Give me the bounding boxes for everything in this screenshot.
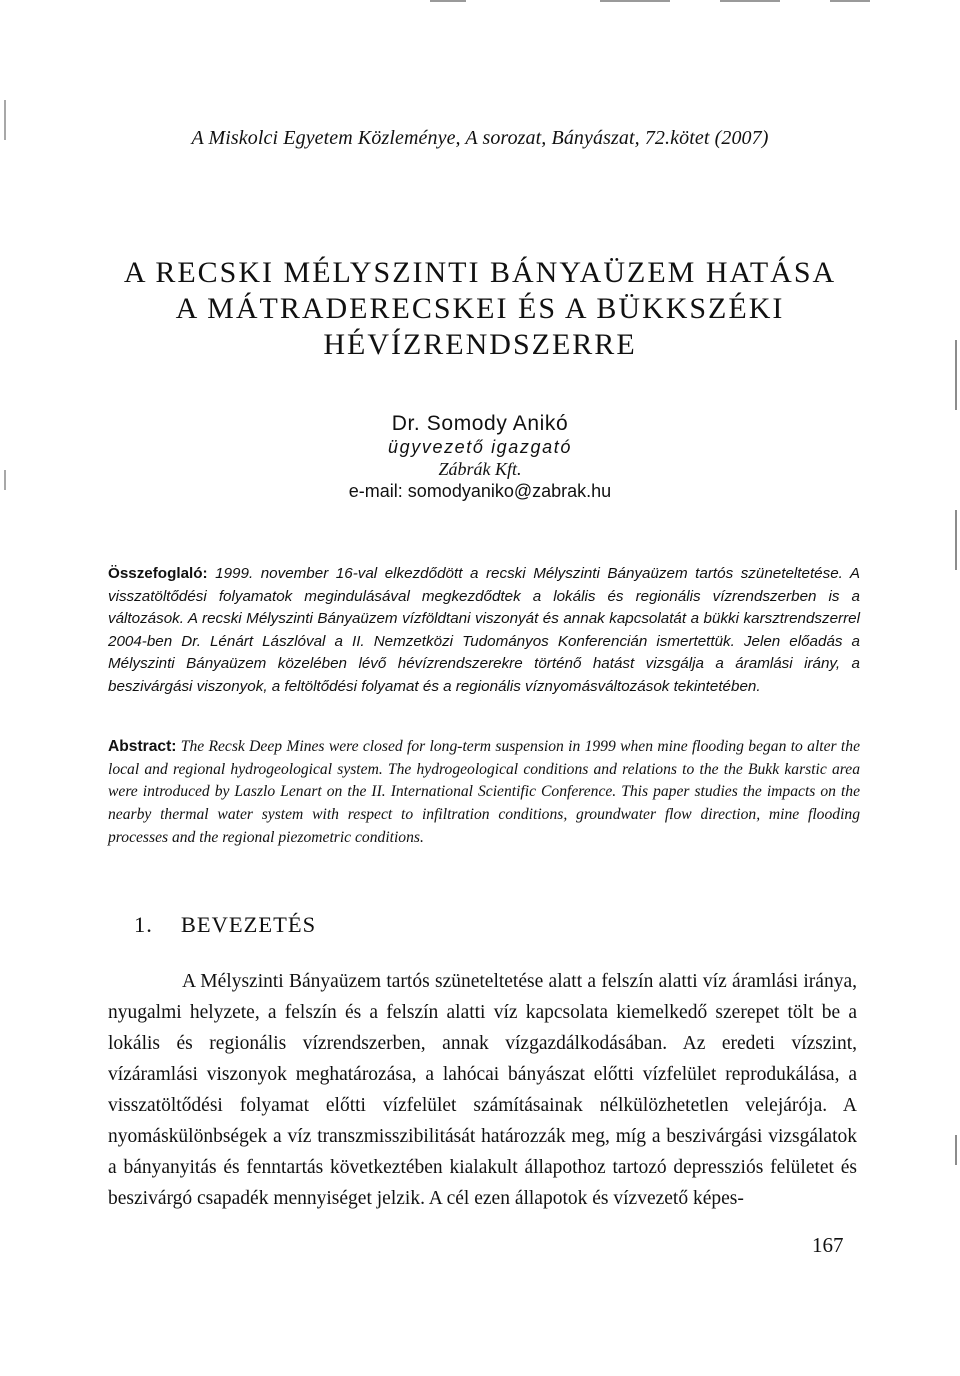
paper-title xyxy=(0,255,960,363)
page-number: 167 xyxy=(812,1233,844,1257)
abstract-label: Abstract: xyxy=(108,738,177,755)
section-heading xyxy=(134,912,316,938)
scan-edge-right-3 xyxy=(955,1135,957,1165)
summary-text: 1999. november 16-val elkezdődött a recski Mélyszinti Bányaüzem tartós szüneteltetése. A visszatöltődési folyamatok megindulásával megkezdődtek a lokális és regionális vízrendszerben is a változások. A recski Mélyszinti Bányaüzem vízföldtani viszonyát és annak kapcsolatát a bükki karsztrendszerrel 2004-ben Dr. Lénárt Lászlóval a II. Nemzetközi Tudományos Konferencián ismertettük. Jelen előadás a Mélyszinti Bányaüzem közelében lévő hévízrendszerekre történő hatást vizsgálja a áramlási irány, a beszivárgási viszonyok, a feltöltődési folyamat és a regionális víznyomásváltozások tekintetében. xyxy=(108,565,860,695)
author-block xyxy=(0,412,960,502)
body-paragraph: A Mélyszinti Bányaüzem tartós szüneteltetése alatt a felszín alatti víz áramlási iránya, nyugalmi helyzete, a felszín és a felszín alatti víz kapcsolata kiemelkedő szerepet tölt be a lokális és regionális vízrendszerben, annak vízgazdálkodásában. Az eredeti vízszint, vízáramlási viszonyok meghatározása, a lahócai bányászat előtti vízfelület reprodukálása, a visszatöltődési folyamat előtti vízfelület számításainak nélkülözhetetlen velejárója. A nyomáskülönbségek a víz transzmisszibilitását határozzák meg, míg a beszivárgási vizsgálatok a bányanyitás és fenntartás következtében kialakult állapothoz tartozó depressziós felületet és beszivárgó csapadék mennyiséget jelzik. A cél ezen állapotok és vízvezető képes- xyxy=(108,971,857,1209)
journal-header: A Miskolci Egyetem Közleménye, A sorozat, Bányászat, 72.kötet (2007) xyxy=(191,127,769,149)
title-line-1: A RECSKI MÉLYSZINTI BÁNYAÜZEM HATÁSA xyxy=(123,256,837,289)
author-name: Dr. Somody Anikó xyxy=(391,412,569,435)
hungarian-summary xyxy=(108,563,860,699)
title-line-3: HÉVÍZRENDSZERRE xyxy=(323,328,637,361)
scan-edge-top-2 xyxy=(600,0,670,2)
scan-edge-top-4 xyxy=(830,0,870,2)
section-title: BEVEZETÉS xyxy=(180,912,317,937)
author-company: Zábrák Kft. xyxy=(438,459,522,479)
scan-edge-top-3 xyxy=(720,0,780,2)
author-role: ügyvezető igazgató xyxy=(388,437,572,457)
scan-edge-right-2 xyxy=(955,510,957,570)
english-abstract xyxy=(108,736,860,850)
abstract-text: The Recsk Deep Mines were closed for long-term suspension in 1999 when mine flooding began to alter the local and regional hydrogeological system. The hydrogeological conditions and relations to the the Bukk karstic area were introduced by Laszlo Lenart on the II. International Scientific Conference. This paper studies the impacts on the nearby thermal water system with respect to infiltration conditions, groundwater flow direction, mine flooding processes and the regional piezometric conditions. xyxy=(108,738,860,846)
scan-edge-top-1 xyxy=(430,0,466,2)
section-number: 1. xyxy=(134,912,153,937)
summary-label: Összefoglaló: xyxy=(108,565,208,582)
author-email[interactable]: e-mail: somodyaniko@zabrak.hu xyxy=(348,481,612,501)
title-line-2: A MÁTRADERECSKEI ÉS A BÜKKSZÉKI xyxy=(175,292,785,325)
